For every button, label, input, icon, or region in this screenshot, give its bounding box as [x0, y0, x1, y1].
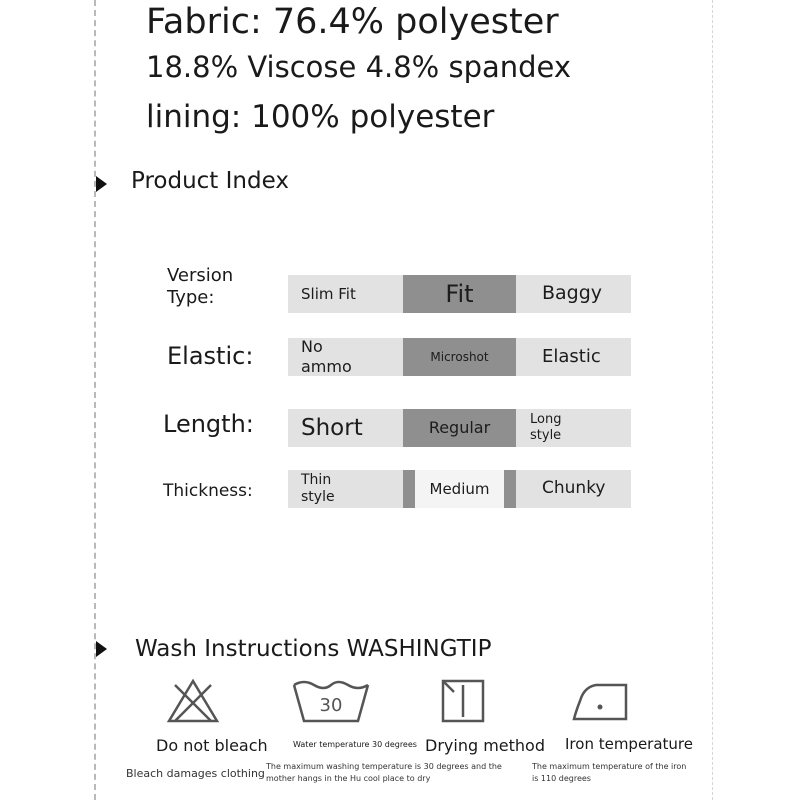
version-option-baggy: Baggy	[542, 282, 603, 305]
elastic-option-no-ammo: No ammo	[301, 337, 352, 376]
elastic-label: Elastic:	[167, 342, 254, 370]
no-bleach-note: Bleach damages clothing	[126, 767, 265, 780]
svg-text:30: 30	[319, 695, 343, 716]
drying-icon	[438, 675, 488, 727]
wash-30-icon	[290, 675, 372, 727]
length-option-short: Short	[301, 414, 363, 441]
elastic-scale	[288, 338, 631, 376]
wash-temp-note: The maximum washing temperature is 30 degrees and the mother hangs in the Hu cool place to dry	[266, 762, 502, 783]
elastic-option-elastic: Elastic	[542, 345, 601, 367]
no-bleach-label: Do not bleach	[156, 736, 268, 755]
length-option-long-style: Long style	[530, 411, 562, 443]
thickness-label: Thickness:	[163, 481, 253, 501]
elastic-option-microshot-selected: Microshot	[403, 338, 516, 376]
section-arrow-icon	[96, 641, 107, 657]
drying-method-label: Drying method	[425, 736, 545, 755]
dashed-guide-left	[94, 0, 96, 800]
thickness-scale	[288, 470, 631, 508]
length-scale	[288, 409, 631, 447]
iron-temp-label: Iron temperature	[565, 735, 693, 753]
fabric-composition-detail: 18.8% Viscose 4.8% spandex	[146, 50, 572, 84]
no-bleach-icon	[163, 675, 223, 727]
wash-temp-label: Water temperature 30 degrees	[293, 740, 417, 749]
thickness-option-chunky: Chunky	[542, 478, 606, 499]
length-label: Length:	[163, 410, 254, 438]
thickness-option-thin-style: Thin style	[301, 471, 335, 505]
version-type-scale	[288, 275, 631, 313]
length-option-regular-selected: Regular	[403, 409, 516, 447]
product-index-title: Product Index	[131, 168, 289, 194]
wash-instructions-title: Wash Instructions WASHINGTIP	[135, 636, 492, 662]
iron-temp-note: The maximum temperature of the iron is 110 degrees	[532, 762, 687, 783]
version-type-label: Version Type:	[167, 265, 234, 308]
version-option-fit-selected: Fit	[403, 275, 516, 313]
dashed-guide-right	[712, 0, 713, 800]
lining-composition: lining: 100% polyester	[146, 99, 495, 135]
section-arrow-icon	[96, 176, 107, 192]
fabric-composition: Fabric: 76.4% polyester	[146, 2, 559, 42]
version-option-slim-fit: Slim Fit	[301, 284, 356, 303]
thickness-option-medium-selected: Medium	[403, 470, 516, 508]
iron-icon	[570, 675, 630, 727]
